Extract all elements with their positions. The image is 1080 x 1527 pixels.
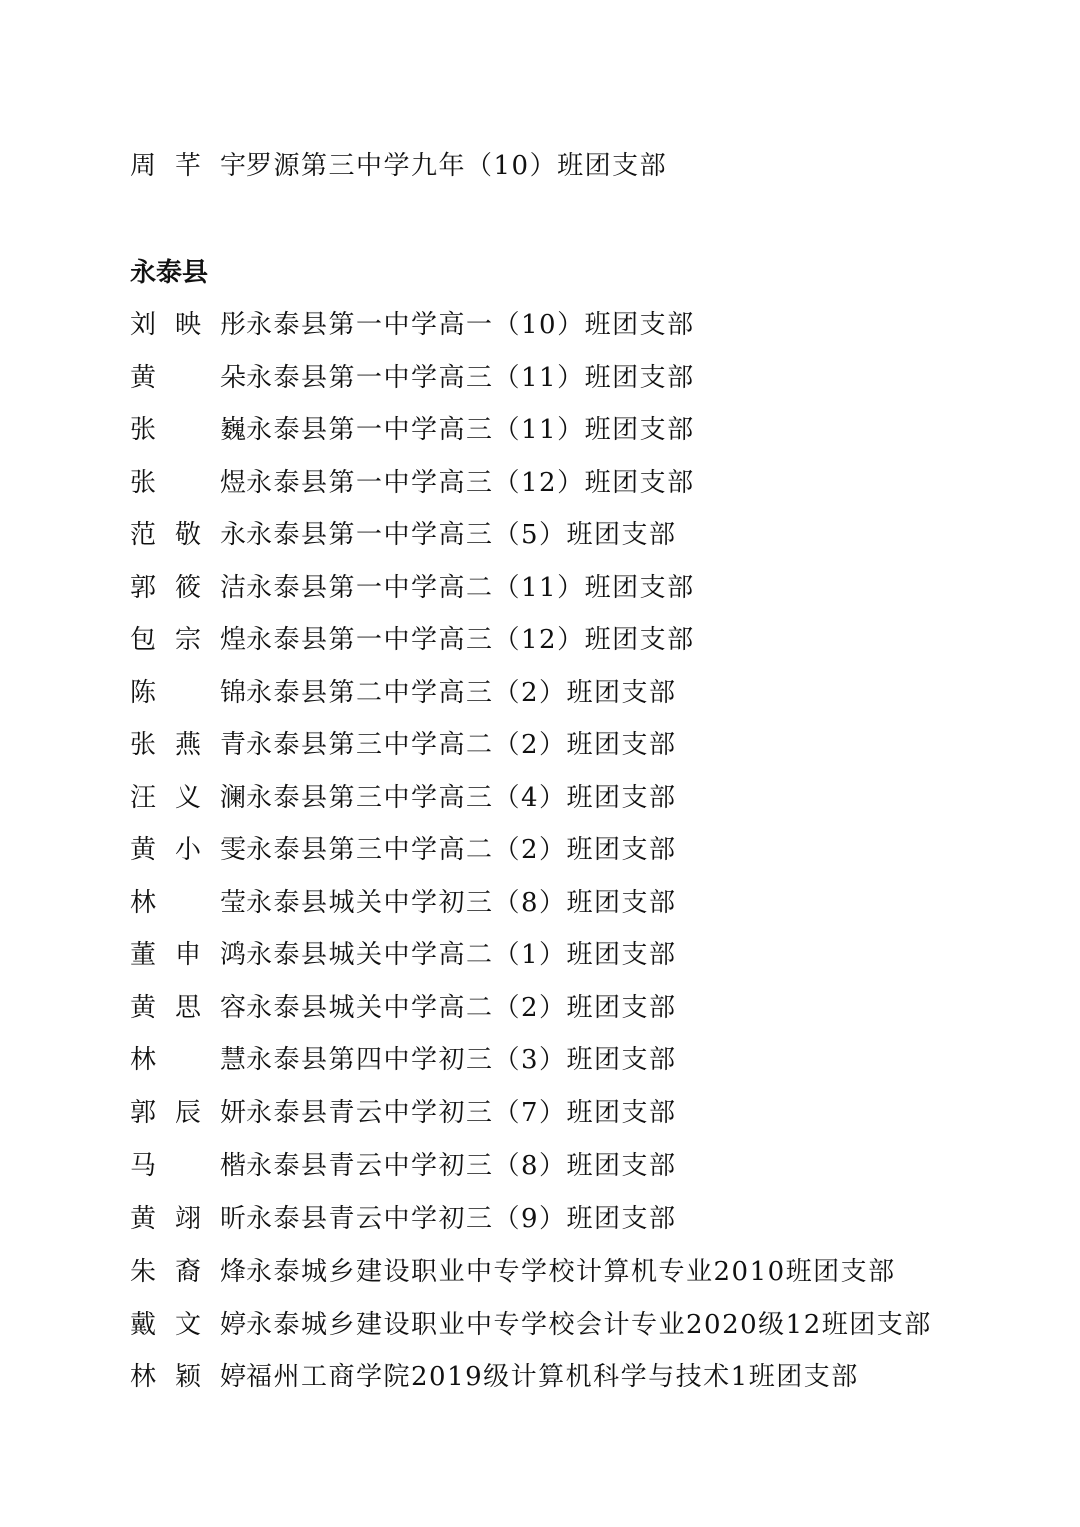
- person-name: 马楷: [130, 1150, 246, 1181]
- list-item: [130, 775, 677, 815]
- organization: 永泰县第四中学初三（3）班团支部: [246, 1044, 677, 1075]
- organization: 永泰县第一中学高三（11）班团支部: [246, 362, 695, 393]
- list-item: [130, 143, 667, 183]
- organization: 永泰县城关中学初三（8）班团支部: [246, 887, 677, 918]
- organization: 永泰县城关中学高二（2）班团支部: [246, 992, 677, 1023]
- organization: 永泰县青云中学初三（7）班团支部: [246, 1097, 677, 1128]
- organization: 永泰县青云中学初三（9）班团支部: [246, 1203, 677, 1234]
- list-item: [130, 407, 695, 447]
- person-name: 刘映彤: [130, 309, 246, 340]
- list-item: [130, 880, 677, 920]
- person-name: 黄翊昕: [130, 1203, 246, 1234]
- person-name: 范敬永: [130, 519, 246, 550]
- organization: 永泰县第三中学高二（2）班团支部: [246, 729, 677, 760]
- section-heading: 永泰县: [130, 257, 209, 288]
- person-name: 郭辰妍: [130, 1097, 246, 1128]
- organization: 永泰县第一中学高三（12）班团支部: [246, 624, 695, 655]
- list-item: [130, 1249, 896, 1289]
- person-name: 张燕青: [130, 729, 246, 760]
- list-item: [130, 722, 677, 762]
- organization: 永泰县第一中学高三（12）班团支部: [246, 467, 695, 498]
- list-item: [130, 1354, 859, 1394]
- list-item: [130, 460, 695, 500]
- list-item: [130, 1090, 677, 1130]
- list-item: [130, 565, 695, 605]
- person-name: 林颖婷: [130, 1361, 246, 1392]
- person-name: 林莹: [130, 887, 246, 918]
- person-name: 黄小雯: [130, 834, 246, 865]
- person-name: 林慧: [130, 1044, 246, 1075]
- list-item: [130, 355, 695, 395]
- organization: 罗源第三中学九年（10）班团支部: [246, 150, 668, 181]
- organization: 永泰城乡建设职业中专学校会计专业2020级12班团支部: [246, 1309, 932, 1340]
- organization: 福州工商学院2019级计算机科学与技术1班团支部: [246, 1361, 859, 1392]
- person-name: 陈锦: [130, 677, 246, 708]
- list-item: [130, 302, 695, 342]
- person-name: 朱裔烽: [130, 1256, 246, 1287]
- list-item: [130, 1143, 677, 1183]
- organization: 永泰县第一中学高二（11）班团支部: [246, 572, 695, 603]
- person-name: 董申鸿: [130, 939, 246, 970]
- list-item: [130, 1302, 932, 1342]
- person-name: 戴文婷: [130, 1309, 246, 1340]
- organization: 永泰县第三中学高二（2）班团支部: [246, 834, 677, 865]
- person-name: 黄思容: [130, 992, 246, 1023]
- list-item: [130, 827, 677, 867]
- organization: 永泰县第二中学高三（2）班团支部: [246, 677, 677, 708]
- organization: 永泰县第一中学高三（11）班团支部: [246, 414, 695, 445]
- person-name: 郭筱洁: [130, 572, 246, 603]
- list-item: [130, 932, 677, 972]
- list-item: [130, 985, 677, 1025]
- person-name: 周芊宇: [130, 150, 246, 181]
- person-name: 张巍: [130, 414, 246, 445]
- organization: 永泰县第一中学高三（5）班团支部: [246, 519, 677, 550]
- organization: 永泰县青云中学初三（8）班团支部: [246, 1150, 677, 1181]
- list-item: [130, 512, 677, 552]
- person-name: 张煜: [130, 467, 246, 498]
- list-item: [130, 1037, 677, 1077]
- list-item: [130, 670, 677, 710]
- person-name: 黄朵: [130, 362, 246, 393]
- organization: 永泰城乡建设职业中专学校计算机专业2010班团支部: [246, 1256, 896, 1287]
- organization: 永泰县第三中学高三（4）班团支部: [246, 782, 677, 813]
- person-name: 包宗煌: [130, 624, 246, 655]
- person-name: 汪义澜: [130, 782, 246, 813]
- organization: 永泰县第一中学高一（10）班团支部: [246, 309, 695, 340]
- list-item: [130, 617, 695, 657]
- organization: 永泰县城关中学高二（1）班团支部: [246, 939, 677, 970]
- list-item: [130, 1196, 677, 1236]
